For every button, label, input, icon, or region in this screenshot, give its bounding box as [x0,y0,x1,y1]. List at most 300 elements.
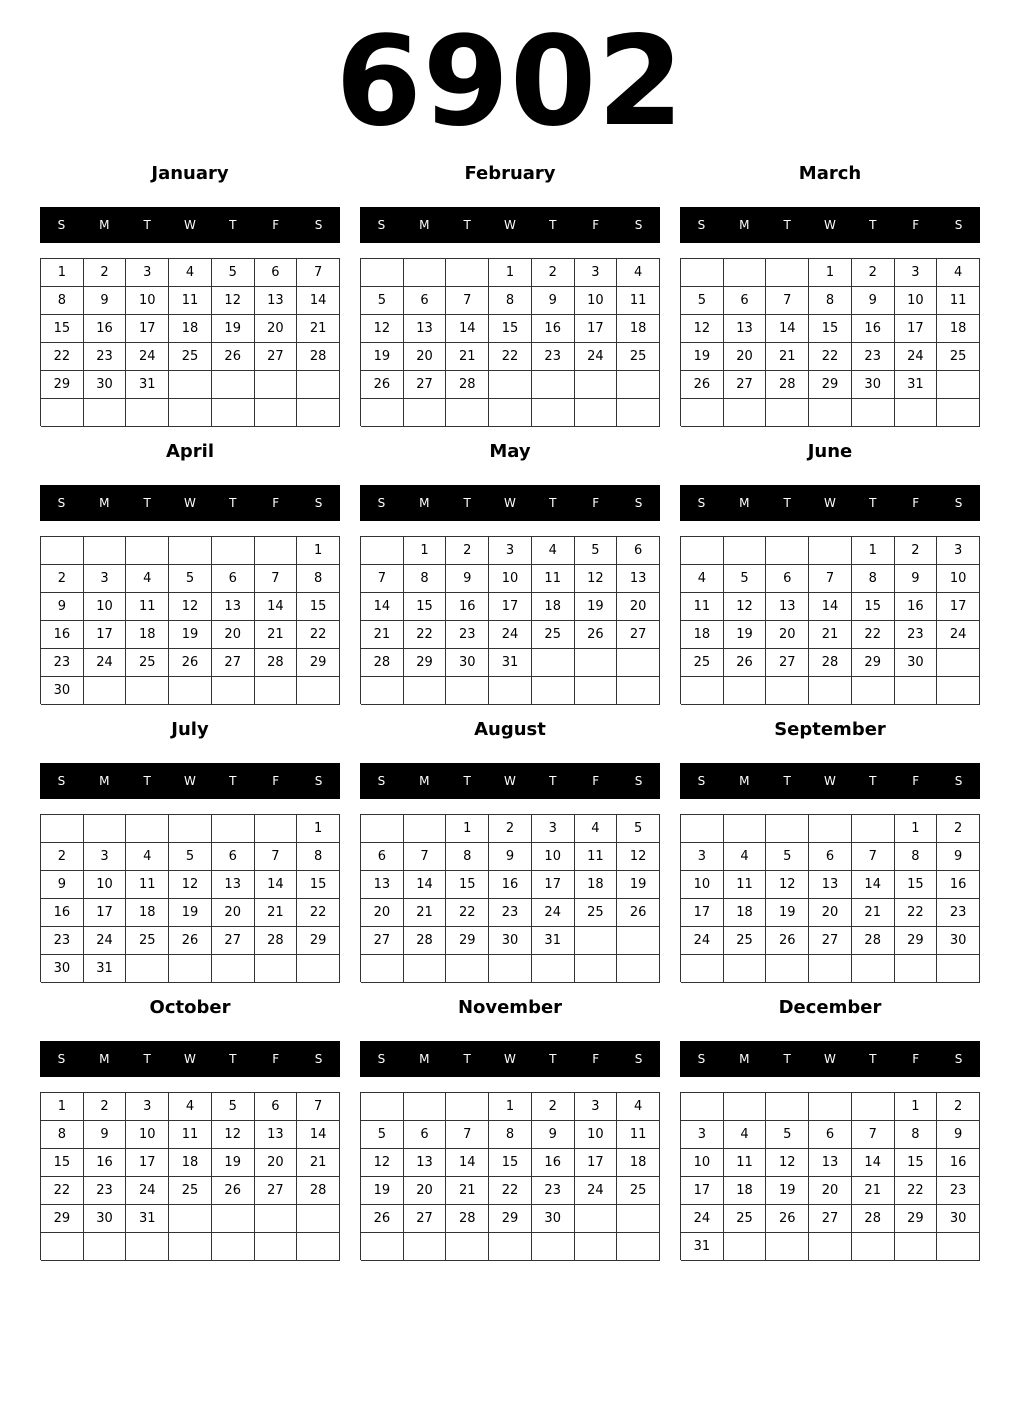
day-cell: 20 [404,343,447,371]
day-cell: 14 [297,287,340,315]
weekday-label: T [229,496,237,510]
month-name: November [457,997,563,1018]
day-cell: 6 [361,843,404,871]
day-cell: 12 [575,565,618,593]
empty-cell [297,955,340,983]
day-cell: 13 [212,593,255,621]
day-cell: 2 [446,537,489,565]
day-cell: 22 [489,343,532,371]
day-cell: 31 [126,371,169,399]
day-cell: 12 [361,315,404,343]
day-cell: 15 [297,871,340,899]
day-cell: 12 [681,315,724,343]
empty-cell [532,955,575,983]
month-name: February [464,163,556,184]
day-grid [680,814,980,982]
day-cell: 1 [895,1093,938,1121]
day-cell: 10 [126,287,169,315]
day-cell: 2 [84,1093,127,1121]
day-cell: 17 [681,1177,724,1205]
day-cell: 5 [575,537,618,565]
weekday-header [360,485,660,521]
weekday-label: W [504,774,516,788]
day-cell: 8 [852,565,895,593]
empty-cell [404,399,447,427]
weekday-header [40,485,340,521]
day-cell: 11 [532,565,575,593]
day-cell: 13 [404,315,447,343]
day-cell: 21 [297,315,340,343]
empty-cell [937,399,980,427]
day-cell: 7 [446,1121,489,1149]
weekday-label: S [377,774,386,788]
weekday-header [680,485,980,521]
empty-cell [489,399,532,427]
weekday-label: W [504,218,516,232]
day-cell: 17 [84,899,127,927]
day-cell: 11 [169,1121,212,1149]
day-cell: 7 [766,287,809,315]
month-name: January [151,163,229,184]
empty-cell [84,677,127,705]
weekday-label: T [143,774,151,788]
day-cell: 1 [895,815,938,843]
empty-cell [212,955,255,983]
empty-cell [84,399,127,427]
day-cell: 24 [126,1177,169,1205]
day-cell: 7 [255,565,298,593]
day-cell: 15 [895,1149,938,1177]
day-cell: 17 [937,593,980,621]
day-cell: 31 [84,955,127,983]
day-cell: 15 [41,1149,84,1177]
empty-cell [532,1233,575,1261]
day-cell: 2 [937,1093,980,1121]
empty-cell [681,815,724,843]
day-cell: 14 [361,593,404,621]
empty-cell [361,259,404,287]
day-cell: 16 [446,593,489,621]
day-cell: 25 [575,899,618,927]
day-cell: 19 [169,621,212,649]
day-cell: 19 [361,343,404,371]
day-cell: 11 [617,287,660,315]
day-cell: 26 [212,343,255,371]
day-cell: 15 [489,315,532,343]
empty-cell [766,259,809,287]
weekday-label: T [783,1052,791,1066]
empty-cell [126,955,169,983]
empty-cell [41,815,84,843]
empty-cell [489,677,532,705]
day-cell: 10 [895,287,938,315]
empty-cell [681,399,724,427]
day-cell: 24 [489,621,532,649]
empty-cell [809,537,852,565]
empty-cell [809,815,852,843]
empty-cell [766,815,809,843]
empty-cell [169,371,212,399]
weekday-label: M [739,496,750,510]
empty-cell [809,955,852,983]
weekday-header [360,1041,660,1077]
empty-cell [852,1233,895,1261]
day-cell: 25 [937,343,980,371]
day-cell: 23 [489,899,532,927]
day-cell: 7 [297,1093,340,1121]
empty-cell [169,955,212,983]
empty-cell [361,1093,404,1121]
day-cell: 18 [724,1177,767,1205]
day-cell: 13 [724,315,767,343]
day-cell: 22 [297,899,340,927]
day-cell: 18 [126,899,169,927]
weekday-label: F [592,218,600,232]
weekday-label: W [824,774,836,788]
day-cell: 4 [617,1093,660,1121]
day-cell: 26 [575,621,618,649]
day-grid [40,536,340,704]
day-cell: 8 [41,1121,84,1149]
day-cell: 25 [617,1177,660,1205]
weekday-label: M [739,218,750,232]
day-cell: 14 [446,315,489,343]
day-cell: 30 [489,927,532,955]
day-cell: 16 [937,871,980,899]
day-cell: 12 [212,287,255,315]
day-cell: 29 [404,649,447,677]
empty-cell [724,1093,767,1121]
weekday-label: M [99,496,110,510]
day-cell: 11 [724,871,767,899]
empty-cell [404,955,447,983]
empty-cell [297,677,340,705]
day-cell: 2 [41,565,84,593]
weekday-label: T [143,1052,151,1066]
empty-cell [489,955,532,983]
day-cell: 15 [41,315,84,343]
day-cell: 12 [724,593,767,621]
day-cell: 11 [169,287,212,315]
day-cell: 13 [255,287,298,315]
day-cell: 21 [852,1177,895,1205]
day-cell: 4 [126,843,169,871]
day-grid [680,1092,980,1260]
day-cell: 23 [41,927,84,955]
weekday-label: F [592,496,600,510]
empty-cell [575,1233,618,1261]
day-cell: 12 [617,843,660,871]
day-cell: 24 [575,1177,618,1205]
weekday-label: T [783,218,791,232]
empty-cell [617,399,660,427]
empty-cell [852,955,895,983]
weekday-label: S [697,1052,706,1066]
day-cell: 19 [617,871,660,899]
day-cell: 16 [41,899,84,927]
day-cell: 28 [446,371,489,399]
day-cell: 28 [361,649,404,677]
weekday-label: T [869,496,877,510]
day-cell: 27 [212,649,255,677]
day-cell: 6 [404,1121,447,1149]
empty-cell [575,677,618,705]
empty-cell [126,537,169,565]
day-cell: 25 [126,927,169,955]
day-cell: 3 [84,565,127,593]
day-cell: 9 [852,287,895,315]
day-cell: 2 [852,259,895,287]
day-cell: 28 [446,1205,489,1233]
weekday-header [40,207,340,243]
weekday-label: S [57,1052,66,1066]
day-cell: 7 [404,843,447,871]
day-cell: 8 [446,843,489,871]
day-cell: 21 [446,343,489,371]
day-cell: 5 [361,287,404,315]
day-cell: 26 [617,899,660,927]
day-cell: 27 [617,621,660,649]
day-cell: 10 [681,871,724,899]
day-cell: 23 [532,343,575,371]
day-cell: 3 [532,815,575,843]
empty-cell [937,649,980,677]
day-cell: 27 [724,371,767,399]
empty-cell [617,1205,660,1233]
empty-cell [404,1093,447,1121]
weekday-label: S [377,496,386,510]
empty-cell [255,399,298,427]
day-cell: 10 [575,1121,618,1149]
empty-cell [617,649,660,677]
day-cell: 3 [937,537,980,565]
empty-cell [532,649,575,677]
day-cell: 8 [809,287,852,315]
day-cell: 20 [212,899,255,927]
empty-cell [766,537,809,565]
day-cell: 26 [766,1205,809,1233]
day-cell: 18 [617,1149,660,1177]
empty-cell [681,537,724,565]
day-cell: 9 [532,287,575,315]
empty-cell [937,371,980,399]
day-cell: 9 [84,1121,127,1149]
empty-cell [404,259,447,287]
day-cell: 30 [41,955,84,983]
empty-cell [212,399,255,427]
day-cell: 19 [681,343,724,371]
empty-cell [297,399,340,427]
weekday-label: F [912,218,920,232]
day-cell: 6 [766,565,809,593]
day-cell: 29 [895,1205,938,1233]
day-cell: 27 [212,927,255,955]
weekday-label: S [697,496,706,510]
weekday-label: S [634,774,643,788]
day-cell: 20 [255,1149,298,1177]
empty-cell [361,677,404,705]
day-cell: 31 [895,371,938,399]
day-cell: 6 [212,565,255,593]
day-cell: 30 [41,677,84,705]
weekday-label: T [869,1052,877,1066]
weekday-header [360,207,660,243]
empty-cell [446,1233,489,1261]
day-cell: 9 [446,565,489,593]
day-cell: 25 [617,343,660,371]
day-cell: 28 [255,649,298,677]
empty-cell [617,955,660,983]
day-cell: 18 [575,871,618,899]
day-cell: 4 [937,259,980,287]
empty-cell [255,815,298,843]
empty-cell [361,399,404,427]
day-grid [360,1092,660,1260]
weekday-label: M [419,774,430,788]
day-cell: 8 [489,1121,532,1149]
day-cell: 6 [255,1093,298,1121]
empty-cell [617,927,660,955]
day-cell: 12 [361,1149,404,1177]
day-cell: 9 [489,843,532,871]
day-cell: 22 [446,899,489,927]
day-cell: 23 [446,621,489,649]
day-cell: 5 [724,565,767,593]
weekday-label: F [272,1052,280,1066]
weekday-label: M [99,774,110,788]
empty-cell [126,399,169,427]
day-cell: 12 [169,593,212,621]
day-cell: 6 [255,259,298,287]
empty-cell [255,955,298,983]
day-cell: 27 [766,649,809,677]
day-cell: 24 [126,343,169,371]
weekday-label: S [314,496,323,510]
day-cell: 6 [809,843,852,871]
day-cell: 1 [809,259,852,287]
day-cell: 18 [724,899,767,927]
day-cell: 26 [724,649,767,677]
empty-cell [169,399,212,427]
day-cell: 1 [41,1093,84,1121]
day-cell: 9 [895,565,938,593]
day-cell: 8 [41,287,84,315]
day-cell: 2 [532,1093,575,1121]
empty-cell [212,1205,255,1233]
day-cell: 10 [489,565,532,593]
day-cell: 27 [404,1205,447,1233]
day-cell: 25 [724,927,767,955]
day-cell: 1 [404,537,447,565]
weekday-label: T [229,1052,237,1066]
weekday-label: T [549,496,557,510]
day-cell: 10 [937,565,980,593]
day-cell: 18 [126,621,169,649]
day-cell: 13 [766,593,809,621]
day-cell: 12 [169,871,212,899]
month-name: March [798,163,862,184]
empty-cell [84,1233,127,1261]
day-grid [680,536,980,704]
day-cell: 30 [446,649,489,677]
day-cell: 4 [724,1121,767,1149]
empty-cell [681,955,724,983]
day-cell: 30 [532,1205,575,1233]
day-cell: 8 [404,565,447,593]
day-cell: 17 [84,621,127,649]
day-cell: 24 [937,621,980,649]
empty-cell [724,677,767,705]
day-cell: 8 [895,1121,938,1149]
empty-cell [446,1093,489,1121]
day-cell: 22 [809,343,852,371]
day-cell: 27 [404,371,447,399]
empty-cell [169,1205,212,1233]
empty-cell [809,677,852,705]
weekday-label: M [99,218,110,232]
empty-cell [212,677,255,705]
day-cell: 8 [297,565,340,593]
day-cell: 21 [361,621,404,649]
day-cell: 20 [361,899,404,927]
weekday-label: S [697,774,706,788]
day-cell: 15 [404,593,447,621]
weekday-label: F [592,1052,600,1066]
day-cell: 10 [84,593,127,621]
day-cell: 9 [937,1121,980,1149]
day-cell: 24 [532,899,575,927]
empty-cell [724,259,767,287]
empty-cell [404,815,447,843]
day-cell: 20 [404,1177,447,1205]
weekday-label: S [314,774,323,788]
day-cell: 5 [766,843,809,871]
day-cell: 1 [297,537,340,565]
day-cell: 3 [489,537,532,565]
empty-cell [361,815,404,843]
day-cell: 23 [41,649,84,677]
day-cell: 21 [809,621,852,649]
weekday-label: S [57,218,66,232]
day-cell: 28 [255,927,298,955]
day-cell: 16 [532,1149,575,1177]
weekday-label: T [549,218,557,232]
day-cell: 28 [852,1205,895,1233]
empty-cell [575,371,618,399]
empty-cell [489,1233,532,1261]
day-cell: 17 [575,315,618,343]
day-cell: 8 [489,287,532,315]
day-cell: 22 [404,621,447,649]
day-cell: 15 [489,1149,532,1177]
weekday-label: T [783,496,791,510]
year-title: 6902 [335,10,685,154]
weekday-label: F [272,218,280,232]
day-cell: 13 [617,565,660,593]
day-cell: 7 [852,1121,895,1149]
empty-cell [617,1233,660,1261]
day-cell: 7 [852,843,895,871]
day-cell: 27 [255,1177,298,1205]
weekday-label: S [634,496,643,510]
day-cell: 7 [361,565,404,593]
day-cell: 8 [895,843,938,871]
day-cell: 11 [937,287,980,315]
empty-cell [446,259,489,287]
empty-cell [84,815,127,843]
day-cell: 22 [41,343,84,371]
weekday-label: F [912,496,920,510]
